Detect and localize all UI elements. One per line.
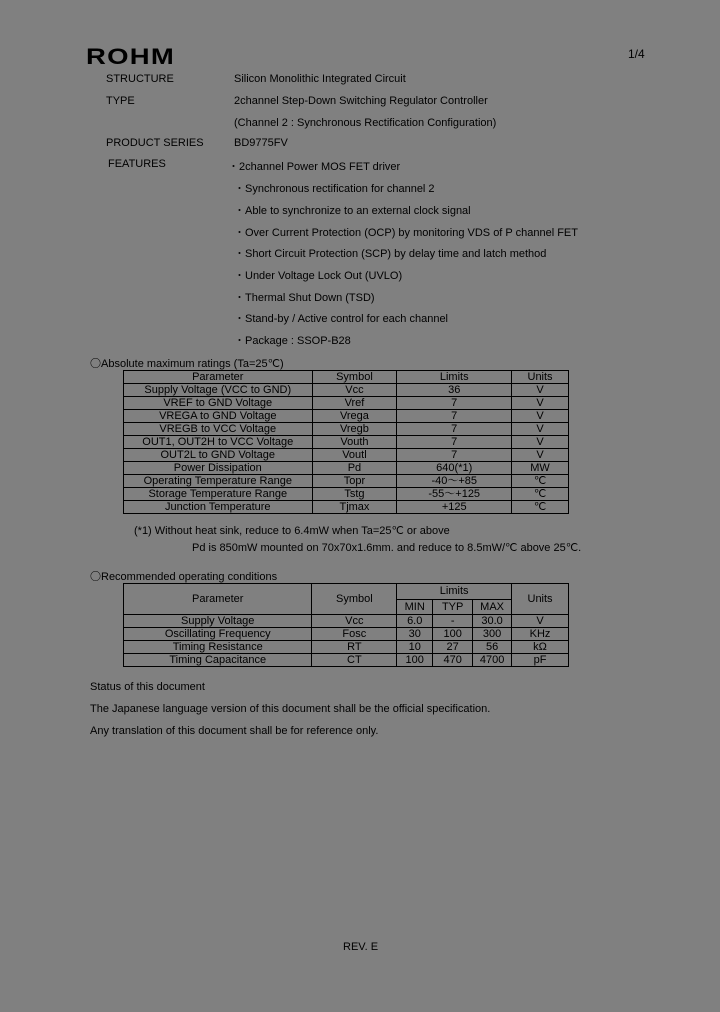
cell-parameter: Oscillating Frequency bbox=[124, 628, 312, 641]
cell-symbol: Fosc bbox=[312, 628, 397, 641]
series-value: BD9775FV bbox=[234, 137, 288, 149]
header-symbol: Symbol bbox=[312, 371, 397, 384]
cell-unit: ℃ bbox=[512, 488, 569, 501]
cell-symbol: Tstg bbox=[312, 488, 397, 501]
feature-item: ・Able to synchronize to an external clock signal bbox=[234, 205, 471, 217]
cell-unit: KHz bbox=[512, 628, 569, 641]
cell-limit: 640(*1) bbox=[397, 462, 512, 475]
cell-symbol: RT bbox=[312, 641, 397, 654]
header-units: Units bbox=[512, 371, 569, 384]
table-row bbox=[124, 449, 569, 462]
cell-symbol: Vouth bbox=[312, 436, 397, 449]
cell-parameter: Supply Voltage bbox=[124, 615, 312, 628]
cell-symbol: Voutl bbox=[312, 449, 397, 462]
rec-op-title: 〇Recommended operating conditions bbox=[90, 571, 278, 583]
feature-item: ・Synchronous rectification for channel 2 bbox=[234, 183, 435, 195]
table-row bbox=[124, 475, 569, 488]
revision-label: REV. E bbox=[343, 941, 379, 953]
cell-parameter: OUT1, OUT2H to VCC Voltage bbox=[124, 436, 313, 449]
cell-symbol: Vregb bbox=[312, 423, 397, 436]
abs-max-title: 〇Absolute maximum ratings (Ta=25℃) bbox=[90, 358, 284, 370]
table-row bbox=[124, 615, 569, 628]
table-row bbox=[124, 410, 569, 423]
header-limits: Limits bbox=[397, 371, 512, 384]
cell-unit: V bbox=[512, 410, 569, 423]
cell-typ: 27 bbox=[433, 641, 473, 654]
cell-symbol: Vcc bbox=[312, 384, 397, 397]
cell-parameter: Timing Resistance bbox=[124, 641, 312, 654]
table-row bbox=[124, 397, 569, 410]
cell-unit: ℃ bbox=[512, 501, 569, 514]
cell-min: 100 bbox=[397, 654, 433, 667]
header-limits: Limits bbox=[397, 584, 512, 600]
table-row bbox=[124, 488, 569, 501]
feature-item: ・Package : SSOP-B28 bbox=[234, 335, 351, 347]
type-value-2: (Channel 2 : Synchronous Rectification Configuration) bbox=[234, 117, 497, 129]
header-parameter: Parameter bbox=[124, 584, 312, 615]
status-title: Status of this document bbox=[90, 681, 205, 693]
header-parameter: Parameter bbox=[124, 371, 313, 384]
cell-unit: V bbox=[512, 449, 569, 462]
features-label: FEATURES bbox=[108, 158, 166, 170]
header-units: Units bbox=[512, 584, 569, 615]
cell-min: 30 bbox=[397, 628, 433, 641]
cell-parameter: VREGB to VCC Voltage bbox=[124, 423, 313, 436]
cell-parameter: Storage Temperature Range bbox=[124, 488, 313, 501]
cell-limit: 7 bbox=[397, 436, 512, 449]
cell-symbol: Vref bbox=[312, 397, 397, 410]
cell-unit: V bbox=[512, 397, 569, 410]
cell-parameter: Power Dissipation bbox=[124, 462, 313, 475]
abs-max-note-2: Pd is 850mW mounted on 70x70x1.6mm. and reduce to 8.5mW/℃ above 25℃. bbox=[192, 542, 582, 554]
cell-max: 300 bbox=[473, 628, 512, 641]
table-row bbox=[124, 436, 569, 449]
cell-unit: V bbox=[512, 436, 569, 449]
cell-unit: V bbox=[512, 615, 569, 628]
feature-item: ・2channel Power MOS FET driver bbox=[228, 161, 401, 173]
rohm-logo: ROHM bbox=[86, 44, 176, 69]
cell-parameter: Junction Temperature bbox=[124, 501, 313, 514]
cell-min: 10 bbox=[397, 641, 433, 654]
cell-parameter: Timing Capacitance bbox=[124, 654, 312, 667]
cell-limit: +125 bbox=[397, 501, 512, 514]
feature-item: ・Thermal Shut Down (TSD) bbox=[234, 292, 375, 304]
cell-limit: 7 bbox=[397, 449, 512, 462]
page-number: 1/4 bbox=[628, 47, 645, 61]
table-header-row bbox=[124, 371, 569, 384]
cell-symbol: Tjmax bbox=[312, 501, 397, 514]
cell-parameter: Supply Voltage (VCC to GND) bbox=[124, 384, 313, 397]
table-row bbox=[124, 641, 569, 654]
cell-typ: - bbox=[433, 615, 473, 628]
cell-min: 6.0 bbox=[397, 615, 433, 628]
cell-limit: 7 bbox=[397, 423, 512, 436]
cell-limit: 7 bbox=[397, 410, 512, 423]
table-row bbox=[124, 501, 569, 514]
header-typ: TYP bbox=[433, 599, 473, 615]
cell-parameter: VREGA to GND Voltage bbox=[124, 410, 313, 423]
feature-item: ・Short Circuit Protection (SCP) by delay time and latch method bbox=[234, 248, 547, 260]
table-row bbox=[124, 462, 569, 475]
cell-unit: MW bbox=[512, 462, 569, 475]
feature-item: ・Over Current Protection (OCP) by monitoring VDS of P channel FET bbox=[234, 227, 578, 239]
abs-max-table bbox=[123, 370, 569, 514]
series-label: PRODUCT SERIES bbox=[106, 137, 204, 149]
header-max: MAX bbox=[473, 599, 512, 615]
cell-limit: 7 bbox=[397, 397, 512, 410]
cell-symbol: Topr bbox=[312, 475, 397, 488]
type-label: TYPE bbox=[106, 95, 135, 107]
cell-unit: V bbox=[512, 384, 569, 397]
cell-max: 56 bbox=[473, 641, 512, 654]
status-line-1: The Japanese language version of this document shall be the official specification. bbox=[90, 703, 491, 715]
table-row bbox=[124, 654, 569, 667]
cell-limit: -55～+125 bbox=[397, 488, 512, 501]
table-row bbox=[124, 628, 569, 641]
table-row bbox=[124, 423, 569, 436]
structure-label: STRUCTURE bbox=[106, 73, 174, 85]
cell-unit: pF bbox=[512, 654, 569, 667]
cell-max: 4700 bbox=[473, 654, 512, 667]
cell-symbol: Vrega bbox=[312, 410, 397, 423]
cell-typ: 100 bbox=[433, 628, 473, 641]
cell-symbol: Pd bbox=[312, 462, 397, 475]
cell-limit: -40～+85 bbox=[397, 475, 512, 488]
cell-parameter: VREF to GND Voltage bbox=[124, 397, 313, 410]
table-row bbox=[124, 384, 569, 397]
type-value: 2channel Step-Down Switching Regulator Controller bbox=[234, 95, 488, 107]
header-symbol: Symbol bbox=[312, 584, 397, 615]
table-header-row bbox=[124, 584, 569, 600]
cell-unit: kΩ bbox=[512, 641, 569, 654]
cell-parameter: OUT2L to GND Voltage bbox=[124, 449, 313, 462]
cell-symbol: CT bbox=[312, 654, 397, 667]
cell-symbol: Vcc bbox=[312, 615, 397, 628]
cell-limit: 36 bbox=[397, 384, 512, 397]
cell-max: 30.0 bbox=[473, 615, 512, 628]
rec-op-table bbox=[123, 583, 569, 667]
abs-max-note-1: (*1) Without heat sink, reduce to 6.4mW when Ta=25℃ or above bbox=[134, 525, 450, 537]
cell-unit: ℃ bbox=[512, 475, 569, 488]
cell-typ: 470 bbox=[433, 654, 473, 667]
structure-value: Silicon Monolithic Integrated Circuit bbox=[234, 73, 406, 85]
cell-unit: V bbox=[512, 423, 569, 436]
feature-item: ・Stand-by / Active control for each channel bbox=[234, 313, 449, 325]
header-min: MIN bbox=[397, 599, 433, 615]
status-line-2: Any translation of this document shall be for reference only. bbox=[90, 725, 379, 737]
feature-item: ・Under Voltage Lock Out (UVLO) bbox=[234, 270, 403, 282]
cell-parameter: Operating Temperature Range bbox=[124, 475, 313, 488]
